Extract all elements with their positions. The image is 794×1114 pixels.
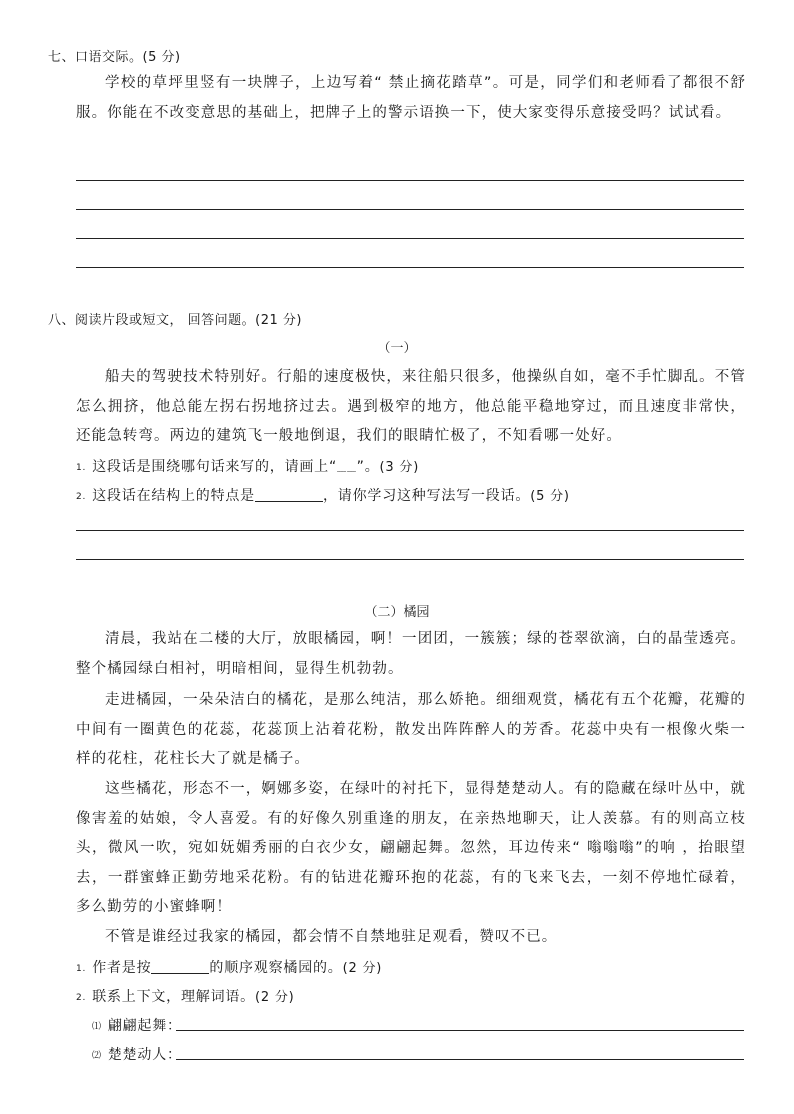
part-1-question-1 <box>76 456 419 476</box>
part-2-paragraph-4: 不管是谁经过我家的橘园，都会情不自禁地驻足观看，赞叹不已。 <box>105 929 558 945</box>
section-7-paragraph: 学校的草坪里竖有一块牌子，上边写着“ 禁止摘花踏草”。可是，同学们和老师看了都很不舒服。你能在不改变意思的基础上，把牌子上的警示语换一下，使大家变得乐意接受吗？试试看。 <box>76 75 746 121</box>
section-7-title: 七、口语交际。(5 分) <box>48 50 181 65</box>
answer-line[interactable] <box>76 238 744 239</box>
fill-blank[interactable] <box>151 959 209 974</box>
part-2-question-2 <box>76 986 295 1006</box>
question-text: ，请你学习这种写法写一段话。 <box>323 488 531 504</box>
part-2-paragraph-2: 走进橘园，一朵朵洁白的橘花，是那么纯洁，那么娇艳。细细观赏，橘花有五个花瓣，花瓣的中间有一圈黄色的花蕊，花蕊顶上沾着花粉，散发出阵阵醉人的芳香。花蕊中央有一根像火柴一样的花柱，花柱长大了就是橘子。 <box>76 692 746 767</box>
answer-line[interactable] <box>76 267 744 268</box>
question-number: 1. <box>76 463 87 473</box>
part-2-question-1 <box>76 957 382 977</box>
answer-line[interactable] <box>76 180 744 181</box>
part-2-heading: （二）橘园 <box>364 605 430 620</box>
question-text-end: ”。 <box>356 459 380 475</box>
part-2-paragraph-3: 这些橘花，形态不一，婀娜多姿，在绿叶的衬托下，显得楚楚动人。有的隐藏在绿叶丛中，就像害羞的姑娘，令人喜爱。有的好像久别重逢的朋友，在亲热地聊天，让人羡慕。有的则高立枝头，微风一吹，宛如妩媚秀丽的白衣少女，翩翩起舞。忽然，耳边传来“ 嗡嗡嗡”的响 ，抬眼望去，一群蜜蜂正勤劳地采花粉。有的钻进花瓣环抱的花蕊，有的飞来飞去，一刻不停地忙碌着，多么勤劳的小蜜蜂啊！ <box>76 781 746 915</box>
answer-line[interactable] <box>76 530 744 531</box>
term-item-1 <box>92 1015 182 1035</box>
term-number: ⑴ <box>92 1022 102 1032</box>
answer-line[interactable] <box>176 1059 744 1060</box>
question-text: 联系上下文，理解词语。 <box>92 989 255 1005</box>
question-text: 这段话在结构上的特点是 <box>92 488 255 504</box>
points: (3 分) <box>379 460 420 475</box>
term-item-2 <box>92 1044 182 1064</box>
answer-line[interactable] <box>76 209 744 210</box>
part-1-paragraph: 船夫的驾驶技术特别好。行船的速度极快，来往船只很多，他操纵自如，毫不手忙脚乱。不管怎么拥挤，他总能左拐右拐地挤过去。遇到极窄的地方，他总能平稳地穿过，而且速度非常快，还能急转弯。两边的建筑飞一般地倒退，我们的眼睛忙极了，不知看哪一处好。 <box>76 369 746 444</box>
answer-line[interactable] <box>76 559 744 560</box>
term-number: ⑵ <box>92 1051 102 1061</box>
points: (2 分) <box>255 990 295 1005</box>
term-label: 翩翩起舞： <box>107 1018 182 1034</box>
part-2-paragraph-1: 清晨，我站在二楼的大厅，放眼橘园，啊！一团团，一簇簇；绿的苍翠欲滴，白的晶莹透亮。整个橘园绿白相衬，明暗相间，显得生机勃勃。 <box>76 631 746 677</box>
question-text: 作者是按 <box>92 960 152 976</box>
question-number: 1. <box>76 964 87 974</box>
question-text: 的顺序观察橘园的。 <box>209 960 343 976</box>
term-label: 楚楚动人： <box>107 1047 182 1063</box>
fill-blank[interactable] <box>255 487 323 502</box>
question-number: 2. <box>76 492 87 502</box>
points: (5 分) <box>530 489 570 504</box>
question-number: 2. <box>76 993 87 1003</box>
section-8-title: 八、阅读片段或短文， 回答问题。(21 分) <box>48 313 302 328</box>
wavy-mark: ﹏﹏ <box>337 464 357 474</box>
answer-line[interactable] <box>176 1030 744 1031</box>
question-text: 这段话是围绕哪句话来写的，请画上“ <box>92 459 338 475</box>
points: (2 分) <box>342 961 383 976</box>
part-1-question-2 <box>76 485 570 505</box>
part-1-heading: （一） <box>377 341 417 356</box>
